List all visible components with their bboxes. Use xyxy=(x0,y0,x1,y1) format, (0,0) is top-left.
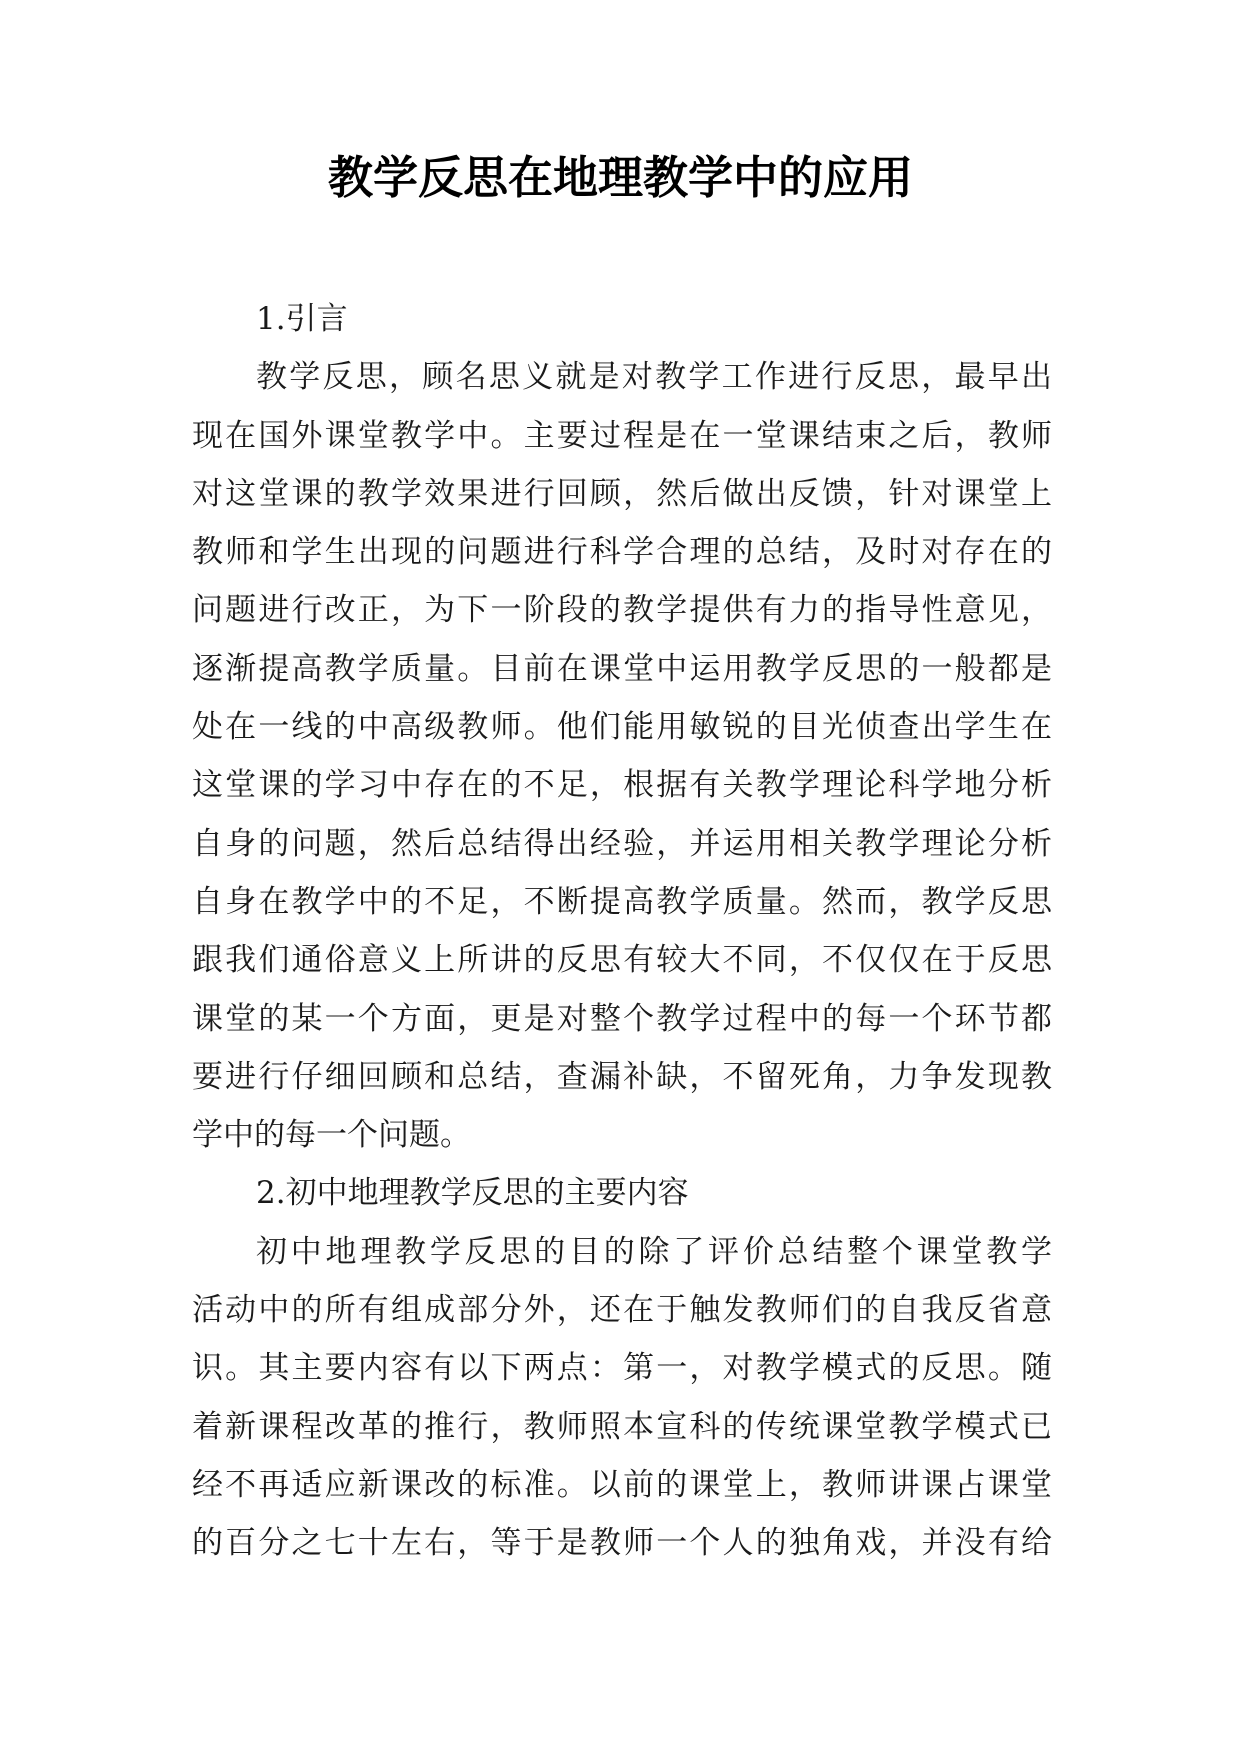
paragraph-line: 识。其主要内容有以下两点：第一，对教学模式的反思。随 xyxy=(192,1350,1052,1387)
paragraph-line: 教学反思，顾名思义就是对教学工作进行反思，最早出 xyxy=(256,359,1052,396)
paragraph-line: 逐渐提高教学质量。目前在课堂中运用教学反思的一般都是 xyxy=(192,650,1052,687)
paragraph-line: 自身在教学中的不足，不断提高教学质量。然而，教学反思 xyxy=(192,883,1052,920)
paragraph-line: 经不再适应新课改的标准。以前的课堂上，教师讲课占课堂 xyxy=(192,1466,1052,1503)
paragraph-line: 对这堂课的教学效果进行回顾，然后做出反馈，针对课堂上 xyxy=(192,475,1052,512)
paragraph-line: 着新课程改革的推行，教师照本宣科的传统课堂教学模式已 xyxy=(192,1408,1052,1445)
paragraph-line: 问题进行改正，为下一阶段的教学提供有力的指导性意见， xyxy=(192,592,1052,629)
paragraph-line: 现在国外课堂教学中。主要过程是在一堂课结束之后，教师 xyxy=(192,417,1052,454)
paragraph-line: 活动中的所有组成部分外，还在于触发教师们的自我反省意 xyxy=(192,1292,1052,1329)
document-body xyxy=(192,290,1052,1573)
paragraph-line: 处在一线的中高级教师。他们能用敏锐的目光侦查出学生在 xyxy=(192,709,1052,746)
paragraph-line: 自身的问题，然后总结得出经验，并运用相关教学理论分析 xyxy=(192,825,1052,862)
section-heading: 2.初中地理教学反思的主要内容 xyxy=(256,1175,689,1212)
paragraph-line: 学中的每一个问题。 xyxy=(192,1117,471,1154)
paragraph-line: 课堂的某一个方面，更是对整个教学过程中的每一个环节都 xyxy=(192,1000,1052,1037)
paragraph-line: 跟我们通俗意义上所讲的反思有较大不同，不仅仅在于反思 xyxy=(192,942,1052,979)
section-heading: 1.引言 xyxy=(256,301,348,337)
paragraph-line: 教师和学生出现的问题进行科学合理的总结，及时对存在的 xyxy=(192,534,1052,571)
paragraph-line: 要进行仔细回顾和总结，查漏补缺，不留死角，力争发现教 xyxy=(192,1058,1052,1095)
paragraph-line: 这堂课的学习中存在的不足，根据有关教学理论科学地分析 xyxy=(192,767,1052,804)
paragraph-line: 的百分之七十左右，等于是教师一个人的独角戏，并没有给 xyxy=(192,1525,1052,1562)
document-title: 教学反思在地理教学中的应用 xyxy=(327,151,913,204)
paragraph-line: 初中地理教学反思的目的除了评价总结整个课堂教学 xyxy=(256,1233,1052,1270)
